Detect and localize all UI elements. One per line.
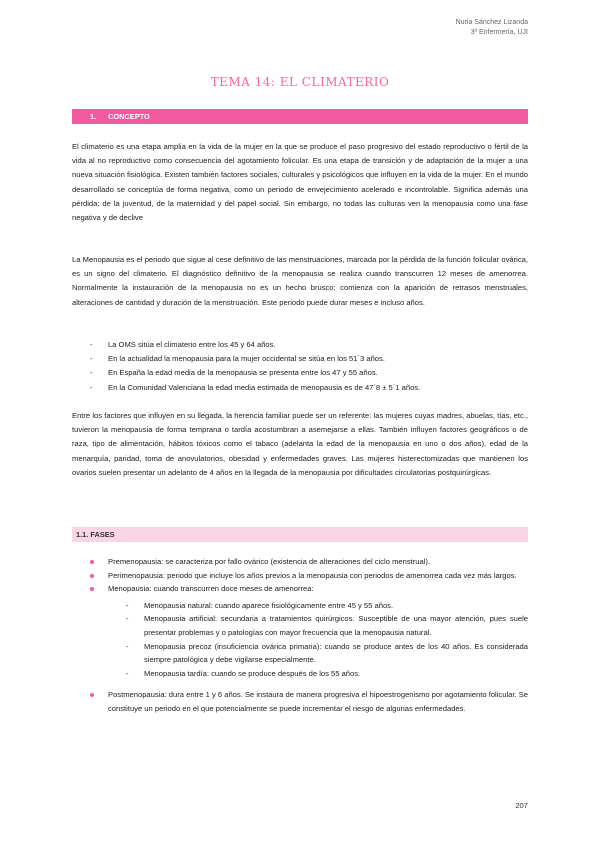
- header-author: Nuria Sánchez Lizanda: [455, 19, 528, 26]
- list-item: - En España la edad media de la menopausia se presenta entre los 47 y 55 años.: [72, 366, 528, 380]
- page-number: 207: [515, 801, 528, 810]
- list-item: - En la actualidad la menopausia para la mujer occidental se sitúa en los 51´3 años.: [72, 352, 528, 366]
- list-item: - Menopausia natural: cuando aparece fisiológicamente entre 45 y 55 años.: [108, 599, 528, 613]
- phase-item-postmenopausia: Postmenopausia: dura entre 1 y 6 años. Se instaura de manera progresiva el hipoestrogenismo por agotamiento folicular. Se constituye un periodo en el que potencialmente se puede incrementar el riesgo de algunas enfermedades.: [72, 688, 528, 715]
- bullet-dot-icon: [90, 587, 94, 591]
- subsection-heading: 1.1. FASES: [72, 527, 528, 542]
- phases-list: [72, 555, 528, 716]
- paragraph-factores: Entre los factores que influyen en su llegada, la herencia familiar puede ser un referente: las mujeres cuyas madres, abuelas, tías, etc., tuvieron la menopausia de forma temprana o tardía acostumbran a asemejarse a ellas. También influyen factores geográficos o de raza, tipo de alimentación, hábitos tóxicos como el tabaco (adelanta la edad de la menopausia en uno o dos años), edad de la menarquía, paridad, toma de anovulatorios, obesidad y enfermedades graves. Las mujeres histerectomizadas que mantienen los ovarios suelen presentar un adelanto de 4 años en la llegada de la menopausia por dificultades circulatorias postquirúrgicas.: [72, 411, 528, 477]
- list-item: - Menopausia artificial: secundaria a tratamientos quirúrgicos. Susceptible de una mayor atención, pues suele presentar problemas y o patologías con mayor frecuencia que la menopausia natural.: [108, 612, 528, 639]
- list-item: - La OMS sitúa el climaterio entre los 45 y 64 años.: [72, 338, 528, 352]
- bullet-dot-icon: [90, 693, 94, 697]
- phase-item-perimenopausia: Perimenopausia: periodo que incluye los años previos a la menopausia con periodos de amenorrea cada vez más largos.: [72, 569, 528, 583]
- list-item: - Menopausia precoz (insuficiencia ovárica primaria): cuando se produce antes de los 40 años. Es considerada siempre patológica y debe vigilarse especialmente.: [108, 640, 528, 667]
- bullet-dot-icon: [90, 560, 94, 564]
- list-item: - En la Comunidad Valenciana la edad media estimada de menopausia es de 47´8 ± 5´1 años.: [72, 381, 528, 395]
- menopause-types-list: [108, 599, 528, 681]
- list-item: - Menopausia tardía: cuando se produce después de los 55 años.: [108, 667, 528, 681]
- paragraph-menopausia: La Menopausia es el periodo que sigue al cese definitivo de las menstruaciones, marcada por la pérdida de la función folicular ovárica, es un signo del climaterio. El diagnóstico definitivo de la menopausia se realiza cuando transcurren 12 meses de amenorrea. Normalmente la instauración de la menopausia no es un hecho brusco; comienza con la aparición de retrasos menstruales, alteraciones de cantidad y duración de la menstruación. Este periodo puede durar meses e incluso años.: [72, 255, 528, 307]
- header-course: 3º Enfermería, UJI: [470, 29, 528, 36]
- section-number: 1.: [90, 112, 97, 121]
- phase-item-menopausia: Menopausia: cuando transcurren doce meses de amenorrea: - Menopausia natural: cuando aparece fisiológicamente entre 45 y 55 años. - Menopausia artificial: secundaria a tratamientos quirúrgicos. Susceptible de una mayor atención, pues suele presentar problemas y o patologías con mayor frecuencia que la menopausia natural. - Menopausia precoz (insuficiencia ovárica primaria): cuando se produce antes de los 40 años. Es considerada siempre patológica y debe vigilarse especialmente. - Menopausia tardía: cuando se produce después de los 55 años.: [72, 582, 528, 680]
- age-list: [72, 338, 528, 395]
- bullet-dot-icon: [90, 574, 94, 578]
- phase-item-premenopausia: Premenopausia: se caracteriza por fallo ovárico (existencia de alteraciones del ciclo menstrual).: [72, 555, 528, 569]
- section-label: CONCEPTO: [108, 112, 150, 121]
- paragraph-climaterio: El climaterio es una etapa amplia en la vida de la mujer en la que se produce el paso progresivo del estado reproductivo o fértil de la vida al no reproductivo como consecuencia del agotamiento folicular. Es una etapa de transición y de adaptación de la mujer a una nueva situación fisiológica. Existen también factores sociales, culturales y psicológicos que influyen en la vida de la mujer. En el mundo desarrollado se conceptúa de forma negativa, como un periodo de envejecimiento acelerado e incontrolable. Significa además una pérdida; de la juventud, de la maternidad y del papel social. Sin embargo, no todas las culturas ven la menopausia como una fase negativa y de declive: [72, 142, 528, 223]
- page-title: TEMA 14: EL CLIMATERIO: [210, 75, 390, 89]
- page-header: [456, 18, 528, 38]
- section-heading: [72, 109, 528, 124]
